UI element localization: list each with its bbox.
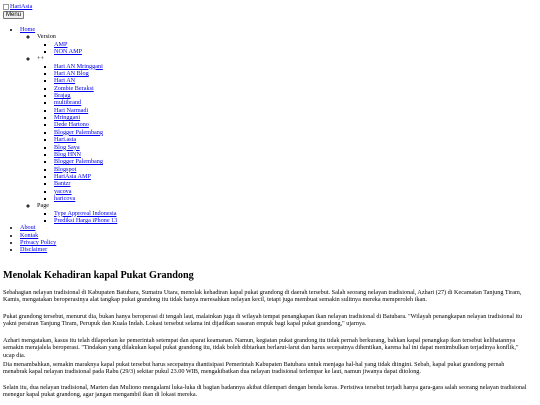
nav-list-item bbox=[54, 107, 540, 114]
nav-link[interactable]: NON AMP bbox=[54, 48, 83, 56]
nav-list-item bbox=[54, 121, 540, 128]
broken-image-icon bbox=[3, 4, 9, 10]
nav-list-item bbox=[54, 136, 540, 143]
nav-list-item bbox=[54, 173, 540, 180]
nav-link[interactable]: Zombie Beraksi bbox=[54, 84, 94, 92]
article-paragraph: Sebahagian nelayan tradisional di Kabupaten Batubara, Sumatra Utara, menolak kehadiran kapal pukat grandong di daerah tersebut. Salah seorang nelayan tradisional, Azhari (27) di Kecamatan Tanjung Tiram, Kamis, mengatakan beroperasinya alat tangkap pukat grandong itu tidak hanya meresahkan nelayan kecil, tetapi juga membuat semakin sulitnya mereka memperoleh ikan. bbox=[3, 289, 522, 304]
nav-list-item bbox=[54, 144, 540, 151]
nav-link[interactable]: Hari AN bbox=[54, 77, 76, 85]
nav-group-page-label: Page bbox=[37, 202, 50, 210]
nav-link[interactable]: Hari.asia bbox=[54, 136, 77, 144]
nav-link-privacy-policy[interactable]: Privacy Policy bbox=[20, 238, 57, 246]
nav-link[interactable]: Blogspot bbox=[54, 165, 77, 173]
nav-list-item bbox=[54, 188, 540, 195]
nav-item-kontak bbox=[20, 232, 540, 239]
nav-list-item bbox=[54, 77, 540, 84]
nav-link-about[interactable]: About bbox=[20, 224, 36, 232]
nav-link-disclaimer[interactable]: Disclaimer bbox=[20, 246, 48, 254]
nav-link-home[interactable]: Home bbox=[20, 26, 36, 33]
nav-list-item bbox=[54, 151, 540, 158]
nav-list-item bbox=[54, 166, 540, 173]
nav-item-home bbox=[20, 26, 540, 224]
nav-link[interactable]: Bantzr bbox=[54, 180, 71, 188]
nav-list-item bbox=[54, 63, 540, 70]
menu-button[interactable]: Menu bbox=[3, 11, 24, 19]
nav-list-item bbox=[54, 99, 540, 106]
nav-link[interactable]: Hari AN Mringgani bbox=[54, 62, 103, 70]
site-logo-alt-text: HariAsia bbox=[10, 3, 33, 10]
nav-list-item bbox=[54, 85, 540, 92]
main-nav bbox=[0, 26, 540, 254]
nav-link[interactable]: AMP bbox=[54, 40, 68, 48]
nav-group-version bbox=[37, 33, 540, 55]
nav-list-item bbox=[54, 114, 540, 121]
nav-group-page bbox=[37, 202, 540, 224]
nav-group-version-label: Version bbox=[37, 33, 56, 41]
article-paragraph: Dia menambahkan, semakin maraknya kapal pukat tersebut harus secepatnya diantisipasi Pemerintah Kabupaten Batubara untuk menjaga hal-hal yang tidak diingini. Sebab, kapal pukat grandong pernah menabrak kapal nelayan tradisional pada Rabu (29/3) sekitar pukul 23.00 WIB, mengakibatkan dua nelayan tradisional terlempar ke laut, namun jiwanya dapat ditolong. bbox=[3, 361, 505, 376]
nav-item-about bbox=[20, 224, 540, 231]
nav-link-kontak[interactable]: Kontak bbox=[20, 231, 39, 239]
nav-link[interactable]: Blogger Palembang bbox=[54, 128, 103, 136]
nav-link[interactable]: Hari Narmadi bbox=[54, 106, 89, 114]
nav-list-item bbox=[54, 70, 540, 77]
nav-list-item bbox=[54, 158, 540, 165]
nav-list-item bbox=[54, 48, 540, 55]
nav-list-item bbox=[54, 217, 540, 224]
nav-list-item bbox=[54, 129, 540, 136]
site-logo-link[interactable] bbox=[3, 3, 32, 10]
version-list bbox=[37, 41, 540, 56]
nav-list-item bbox=[54, 92, 540, 99]
article-paragraph: Pukat grandong tersebut, menurut dia, bukan hanya beroperasi di tengah laut, malainkan juga di wilayah tempat penangkapan ikan nelayan tradisional di Batubara. "Wilayah penangkapan nelayan tradisional itu yakni perairan Tanjung Tiram, Perupuk dan Kuala Indah. Lokasi tersebut selama ini dijadikan sasaran empuk bagi kapal pukat grandong," ujarnya. bbox=[3, 313, 523, 328]
nav-list-item bbox=[54, 195, 540, 202]
nav-link[interactable]: Blog HNN bbox=[54, 150, 81, 158]
nav-group-more bbox=[37, 55, 540, 202]
nav-link[interactable]: Hari AN Blog bbox=[54, 70, 89, 78]
nav-group-more-label: ++ bbox=[37, 55, 44, 63]
article-paragraph: Azhari mengatakan, kasus itu telah dilaporkan ke pemerintah setempat dan aparat keamanan. Namun, kegiatan pukat grandong itu tidak pernah berkurang, bahkan kapal penangkap ikan tersebut kelihatannya semakin merajalela beroperasi. "Tindakan yang dilakukan kapal pukat grandong itu, tidak boleh dibiarkan berlarut-larut dan harus secepatnya dihentikan, karena hal ini dapat menimbulkan terjadinya konflik," ucap dia. bbox=[3, 337, 519, 359]
nav-link[interactable]: haricova bbox=[54, 194, 76, 202]
article-title: Menolak Kehadiran kapal Pukat Grandong bbox=[3, 270, 194, 281]
nav-link[interactable]: yacova bbox=[54, 187, 72, 195]
nav-list-item bbox=[54, 180, 540, 187]
nav-item-disclaimer bbox=[20, 246, 540, 253]
nav-submenu bbox=[20, 33, 540, 224]
nav-link[interactable]: Dede Hartono bbox=[54, 121, 89, 129]
nav-link[interactable]: multibrand bbox=[54, 99, 82, 107]
more-list bbox=[37, 63, 540, 203]
nav-link[interactable]: HariAsia AMP bbox=[54, 172, 91, 180]
nav-link[interactable]: Prediksi Harga iPhone 13 bbox=[54, 216, 118, 224]
nav-item-privacy-policy bbox=[20, 239, 540, 246]
article-paragraph: Selain itu, dua nelayan tradisional, Marten dan Muliono mengalami luka-luka di bagian badannya akibat dilempari dengan benda keras. Peristiwa tersebut terjadi hanya gara-gara salah seorang nelayan tradisional menegur kapal pukat grandong, agar jangan mengambil ikan di lokasi mereka. bbox=[3, 384, 527, 399]
page-list bbox=[37, 210, 540, 225]
nav-link[interactable]: Mringgani bbox=[54, 114, 81, 122]
nav-list-item bbox=[54, 41, 540, 48]
nav-list-item bbox=[54, 210, 540, 217]
nav-link[interactable]: Blog Saya bbox=[54, 143, 80, 151]
nav-link[interactable]: Type Approval Indonesia bbox=[54, 209, 117, 217]
nav-link[interactable]: Brajag bbox=[54, 92, 71, 100]
nav-link[interactable]: Blogger Palembang bbox=[54, 158, 103, 166]
